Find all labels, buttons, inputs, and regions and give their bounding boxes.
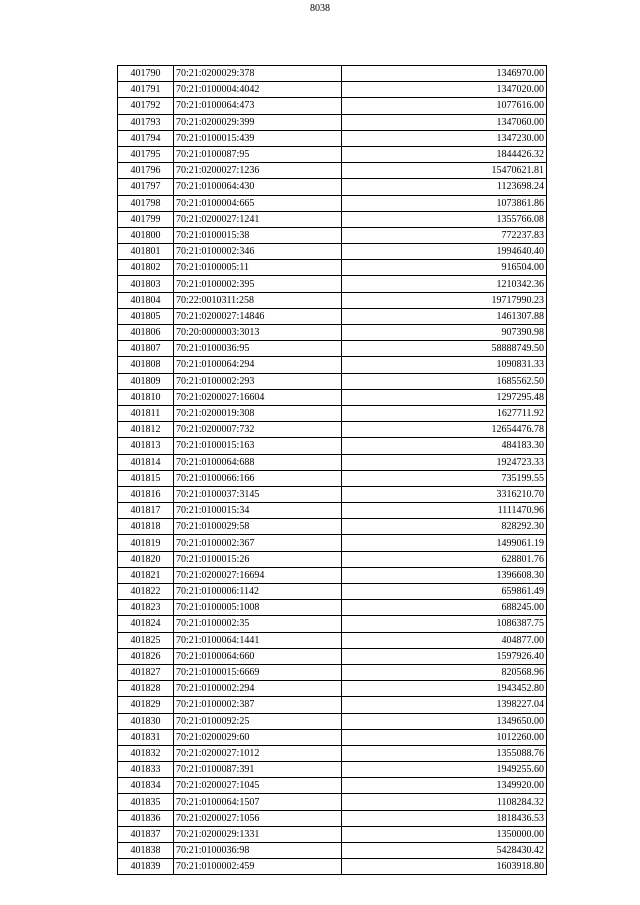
row-number-cell: 401835 [118,794,174,810]
table-row [118,843,547,859]
value-cell: 1349650.00 [342,713,547,729]
cadastral-number-cell: 70:21:0200027:1236 [174,163,342,179]
cadastral-number-cell: 70:21:0200029:60 [174,729,342,745]
value-cell: 1461307.88 [342,308,547,324]
value-cell: 1347230.00 [342,130,547,146]
table-row [118,632,547,648]
row-number-cell: 401804 [118,292,174,308]
cadastral-number-cell: 70:21:0200027:16604 [174,389,342,405]
value-cell: 1398227.04 [342,697,547,713]
cadastral-number-cell: 70:21:0100004:4042 [174,82,342,98]
table-row [118,308,547,324]
cadastral-number-cell: 70:21:0200027:1241 [174,211,342,227]
row-number-cell: 401790 [118,66,174,82]
row-number-cell: 401793 [118,114,174,130]
cadastral-number-cell: 70:21:0200027:16694 [174,567,342,583]
row-number-cell: 401826 [118,648,174,664]
row-number-cell: 401794 [118,130,174,146]
value-cell: 1943452.80 [342,681,547,697]
value-cell: 1994640.40 [342,244,547,260]
value-cell: 828292.30 [342,519,547,535]
cadastral-number-cell: 70:21:0100015:34 [174,503,342,519]
cadastral-number-cell: 70:20:0000003:3013 [174,325,342,341]
value-cell: 1844426.32 [342,146,547,162]
cadastral-number-cell: 70:21:0200029:378 [174,66,342,82]
cadastral-number-cell: 70:21:0100015:38 [174,227,342,243]
row-number-cell: 401807 [118,341,174,357]
value-cell: 1073861.86 [342,195,547,211]
value-cell: 1499061.19 [342,535,547,551]
value-cell: 484183.30 [342,438,547,454]
cadastral-number-cell: 70:21:0100064:473 [174,98,342,114]
row-number-cell: 401797 [118,179,174,195]
value-cell: 1627711.92 [342,405,547,421]
table-row [118,82,547,98]
value-cell: 1346970.00 [342,66,547,82]
cadastral-number-cell: 70:21:0200027:1012 [174,745,342,761]
cadastral-number-cell: 70:21:0100006:1142 [174,584,342,600]
cadastral-number-cell: 70:22:0010311:258 [174,292,342,308]
value-cell: 1355088.76 [342,745,547,761]
row-number-cell: 401828 [118,681,174,697]
cadastral-number-cell: 70:21:0100002:367 [174,535,342,551]
value-cell: 1685562.50 [342,373,547,389]
table-row [118,66,547,82]
table-row [118,567,547,583]
cadastral-number-cell: 70:21:0100002:294 [174,681,342,697]
row-number-cell: 401808 [118,357,174,373]
page-number: 8038 [310,3,330,14]
table-row [118,98,547,114]
value-cell: 1347020.00 [342,82,547,98]
value-cell: 1012260.00 [342,729,547,745]
cadastral-number-cell: 70:21:0100029:58 [174,519,342,535]
row-number-cell: 401836 [118,810,174,826]
row-number-cell: 401809 [118,373,174,389]
table-row [118,389,547,405]
table-row [118,325,547,341]
row-number-cell: 401823 [118,600,174,616]
row-number-cell: 401838 [118,843,174,859]
row-number-cell: 401812 [118,422,174,438]
table-row [118,535,547,551]
table-row [118,438,547,454]
table-row [118,486,547,502]
table-row [118,519,547,535]
table-row [118,503,547,519]
row-number-cell: 401817 [118,503,174,519]
row-number-cell: 401802 [118,260,174,276]
value-cell: 1818436.53 [342,810,547,826]
cadastral-number-cell: 70:21:0100015:439 [174,130,342,146]
row-number-cell: 401816 [118,486,174,502]
table-row [118,616,547,632]
value-cell: 688245.00 [342,600,547,616]
value-cell: 1210342.36 [342,276,547,292]
row-number-cell: 401798 [118,195,174,211]
row-number-cell: 401837 [118,826,174,842]
table-row [118,357,547,373]
cadastral-number-cell: 70:21:0100064:1441 [174,632,342,648]
table-row [118,470,547,486]
value-cell: 5428430.42 [342,843,547,859]
cadastral-number-cell: 70:21:0100036:95 [174,341,342,357]
table-row [118,745,547,761]
registry-table [117,65,547,875]
value-cell: 916504.00 [342,260,547,276]
row-number-cell: 401827 [118,664,174,680]
cadastral-number-cell: 70:21:0200027:1056 [174,810,342,826]
row-number-cell: 401834 [118,778,174,794]
cadastral-number-cell: 70:21:0100002:346 [174,244,342,260]
value-cell: 1603918.80 [342,859,547,875]
row-number-cell: 401821 [118,567,174,583]
value-cell: 1350000.00 [342,826,547,842]
cadastral-number-cell: 70:21:0200027:14846 [174,308,342,324]
value-cell: 1086387.75 [342,616,547,632]
row-number-cell: 401830 [118,713,174,729]
row-number-cell: 401811 [118,405,174,421]
table-row [118,179,547,195]
row-number-cell: 401820 [118,551,174,567]
value-cell: 404877.00 [342,632,547,648]
cadastral-number-cell: 70:21:0100064:660 [174,648,342,664]
cadastral-number-cell: 70:21:0200019:308 [174,405,342,421]
cadastral-number-cell: 70:21:0100005:1008 [174,600,342,616]
table-row [118,276,547,292]
row-number-cell: 401792 [118,98,174,114]
row-number-cell: 401813 [118,438,174,454]
value-cell: 1347060.00 [342,114,547,130]
cadastral-number-cell: 70:21:0100015:26 [174,551,342,567]
row-number-cell: 401831 [118,729,174,745]
cadastral-number-cell: 70:21:0100002:459 [174,859,342,875]
table-row [118,405,547,421]
table-row [118,422,547,438]
value-cell: 1090831.33 [342,357,547,373]
cadastral-number-cell: 70:21:0100002:293 [174,373,342,389]
row-number-cell: 401815 [118,470,174,486]
row-number-cell: 401824 [118,616,174,632]
row-number-cell: 401833 [118,762,174,778]
table-row [118,244,547,260]
registry-table-body [118,66,547,875]
table-row [118,697,547,713]
row-number-cell: 401832 [118,745,174,761]
table-row [118,713,547,729]
table-row [118,227,547,243]
cadastral-number-cell: 70:21:0100002:35 [174,616,342,632]
row-number-cell: 401822 [118,584,174,600]
table-row [118,373,547,389]
row-number-cell: 401825 [118,632,174,648]
value-cell: 772237.83 [342,227,547,243]
table-row [118,664,547,680]
value-cell: 1297295.48 [342,389,547,405]
cadastral-number-cell: 70:21:0100005:11 [174,260,342,276]
value-cell: 659861.49 [342,584,547,600]
table-row [118,859,547,875]
value-cell: 1597926.40 [342,648,547,664]
cadastral-number-cell: 70:21:0100015:6669 [174,664,342,680]
value-cell: 3316210.70 [342,486,547,502]
row-number-cell: 401801 [118,244,174,260]
cadastral-number-cell: 70:21:0100015:163 [174,438,342,454]
cadastral-number-cell: 70:21:0200027:1045 [174,778,342,794]
row-number-cell: 401818 [118,519,174,535]
cadastral-number-cell: 70:21:0200029:399 [174,114,342,130]
cadastral-number-cell: 70:21:0100087:391 [174,762,342,778]
cadastral-number-cell: 70:21:0200029:1331 [174,826,342,842]
cadastral-number-cell: 70:21:0100004:665 [174,195,342,211]
value-cell: 1123698.24 [342,179,547,195]
table-row [118,195,547,211]
cadastral-number-cell: 70:21:0100036:98 [174,843,342,859]
row-number-cell: 401839 [118,859,174,875]
table-row [118,146,547,162]
value-cell: 1355766.08 [342,211,547,227]
value-cell: 1924723.33 [342,454,547,470]
value-cell: 19717990.23 [342,292,547,308]
table-row [118,260,547,276]
row-number-cell: 401795 [118,146,174,162]
table-row [118,341,547,357]
row-number-cell: 401814 [118,454,174,470]
cadastral-number-cell: 70:21:0100066:166 [174,470,342,486]
value-cell: 1077616.00 [342,98,547,114]
row-number-cell: 401791 [118,82,174,98]
cadastral-number-cell: 70:21:0100092:25 [174,713,342,729]
row-number-cell: 401805 [118,308,174,324]
table-row [118,551,547,567]
cadastral-number-cell: 70:21:0100064:1507 [174,794,342,810]
value-cell: 12654476.78 [342,422,547,438]
value-cell: 735199.55 [342,470,547,486]
row-number-cell: 401829 [118,697,174,713]
cadastral-number-cell: 70:21:0100064:688 [174,454,342,470]
table-row [118,114,547,130]
cadastral-number-cell: 70:21:0100087:95 [174,146,342,162]
table-row [118,762,547,778]
value-cell: 58888749.50 [342,341,547,357]
row-number-cell: 401796 [118,163,174,179]
value-cell: 820568.96 [342,664,547,680]
table-row [118,826,547,842]
cadastral-number-cell: 70:21:0200007:732 [174,422,342,438]
value-cell: 628801.76 [342,551,547,567]
table-row [118,648,547,664]
row-number-cell: 401806 [118,325,174,341]
value-cell: 1949255.60 [342,762,547,778]
cadastral-number-cell: 70:21:0100002:395 [174,276,342,292]
cadastral-number-cell: 70:21:0100002:387 [174,697,342,713]
table-row [118,810,547,826]
table-row [118,681,547,697]
table-row [118,778,547,794]
table-row [118,454,547,470]
row-number-cell: 401803 [118,276,174,292]
table-row [118,794,547,810]
value-cell: 15470621.81 [342,163,547,179]
row-number-cell: 401799 [118,211,174,227]
value-cell: 1111470.96 [342,503,547,519]
row-number-cell: 401819 [118,535,174,551]
table-row [118,130,547,146]
table-row [118,584,547,600]
cadastral-number-cell: 70:21:0100037:3145 [174,486,342,502]
cadastral-number-cell: 70:21:0100064:294 [174,357,342,373]
value-cell: 1108284.32 [342,794,547,810]
table-row [118,163,547,179]
table-row [118,211,547,227]
value-cell: 1396608.30 [342,567,547,583]
row-number-cell: 401810 [118,389,174,405]
table-row [118,729,547,745]
value-cell: 1349920.00 [342,778,547,794]
table-row [118,292,547,308]
cadastral-number-cell: 70:21:0100064:430 [174,179,342,195]
value-cell: 907390.98 [342,325,547,341]
table-row [118,600,547,616]
row-number-cell: 401800 [118,227,174,243]
